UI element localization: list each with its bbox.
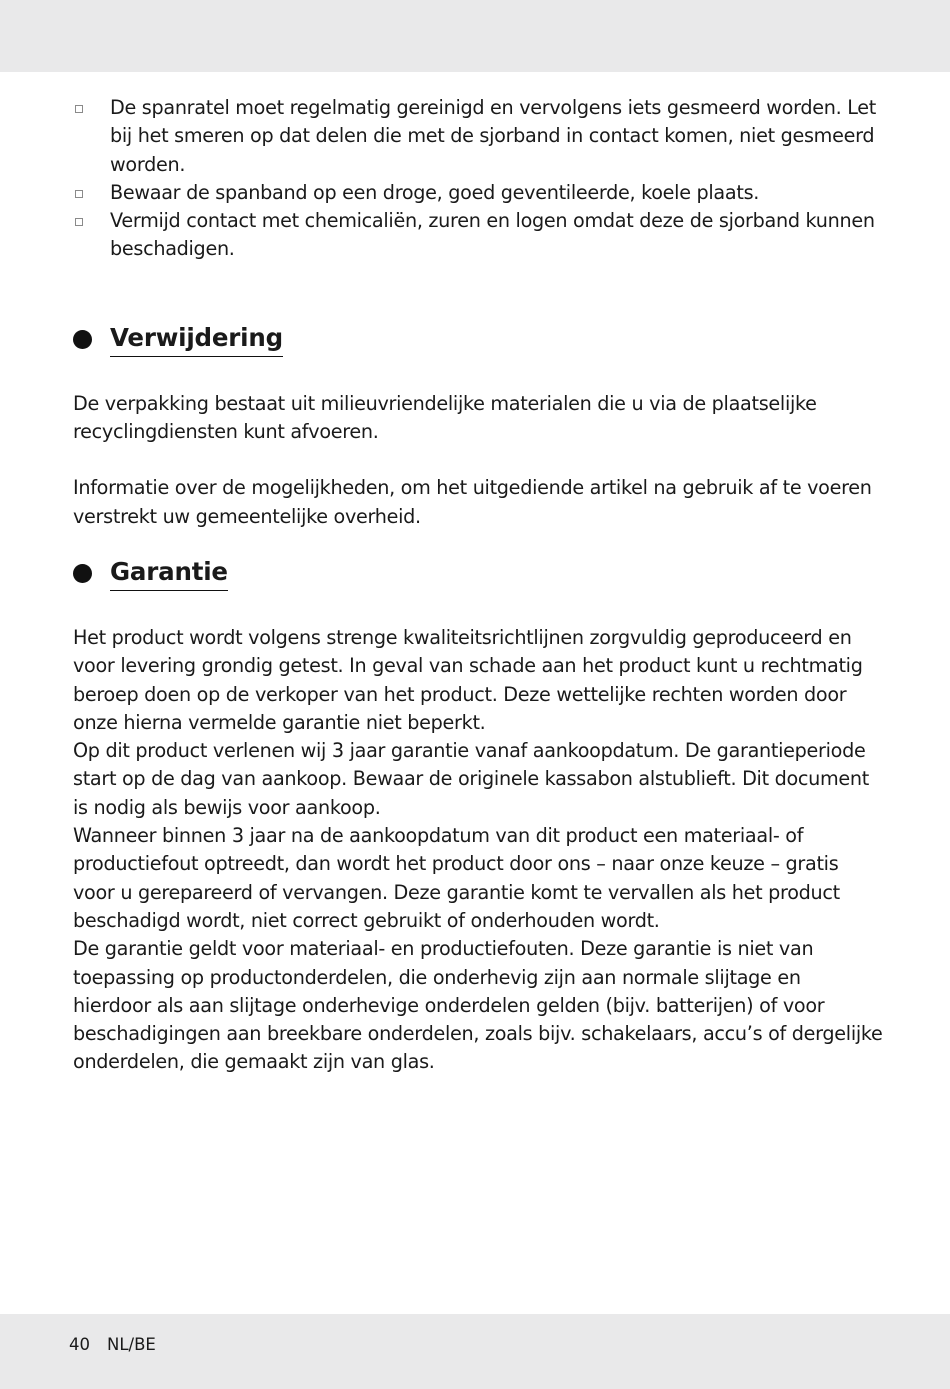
list-item-text: De spanratel moet regelmatig gereinigd en vervolgens iets gesmeerd worden. Let bij het smeren op dat delen die met de sjorband in contact komen, niet gesmeerd worden. xyxy=(110,96,876,176)
list-item-text: Bewaar de spanband op een droge, goed geventileerde, koele plaats. xyxy=(110,180,760,204)
checkbox-bullet-icon xyxy=(75,105,83,113)
section-title: Verwijdering xyxy=(110,322,283,357)
list-item xyxy=(73,207,883,264)
list-item xyxy=(73,179,883,207)
checkbox-bullet-icon xyxy=(75,218,83,226)
care-instructions-list xyxy=(73,94,883,264)
section-title: Garantie xyxy=(110,556,228,591)
page-number: 40 xyxy=(69,1335,90,1354)
verwijdering-paragraph-1: De verpakking bestaat uit milieuvriendelijke materialen die u via de plaatselijke recyclingdiensten kunt afvoeren. xyxy=(73,391,817,444)
garantie-heading xyxy=(73,556,883,591)
verwijdering-paragraph-2: Informatie over de mogelijkheden, om het uitgediende artikel na gebruik af te voeren verstrekt uw gemeentelijke overheid. xyxy=(73,476,872,528)
language-code: NL/BE xyxy=(107,1335,156,1354)
garantie-paragraph-4: De garantie geldt voor materiaal- en productiefouten. Deze garantie is niet van toepassing op productonderdelen, die onderhevig zijn aan normale slijtage en hierdoor als aan slijtage onderhevige onderdelen gelden (bijv. batterijen) of voor beschadigingen aan breekbare onderdelen, zoals bijv. schakelaars, accu’s of dergelijke onderdelen, die gemaakt zijn van glas. xyxy=(73,937,883,1074)
bullet-dot-icon xyxy=(73,564,92,583)
bullet-dot-icon xyxy=(73,330,92,349)
list-item xyxy=(73,94,883,179)
header-band xyxy=(0,0,950,72)
garantie-paragraph-2: Op dit product verlenen wij 3 jaar garantie vanaf aankoopdatum. De garantieperiode start op de dag van aankoop. Bewaar de originele kassabon alstublieft. Dit document is nodig als bewijs voor aankoop. xyxy=(73,739,870,819)
page-content xyxy=(73,94,883,1077)
garantie-paragraph-1: Het product wordt volgens strenge kwaliteitsrichtlijnen zorgvuldig geproduceerd en voor levering grondig getest. In geval van schade aan het product kunt u rechtmatig beroep doen op de verkoper van het product. Deze wettelijke rechten worden door onze hierna vermelde garantie niet beperkt. xyxy=(73,625,863,734)
verwijdering-heading xyxy=(73,322,883,357)
garantie-paragraph-3: Wanneer binnen 3 jaar na de aankoopdatum van dit product een materiaal- of productiefout optreedt, dan wordt het product door ons – naar onze keuze – gratis voor u gerepareerd of vervangen. Deze garantie komt te vervallen als het product beschadigd wordt, niet correct gebruikt of onderhouden wordt. xyxy=(73,824,840,932)
checkbox-bullet-icon xyxy=(75,190,83,198)
list-item-text: Vermijd contact met chemicaliën, zuren en logen omdat deze de sjorband kunnen beschadigen. xyxy=(110,209,875,261)
